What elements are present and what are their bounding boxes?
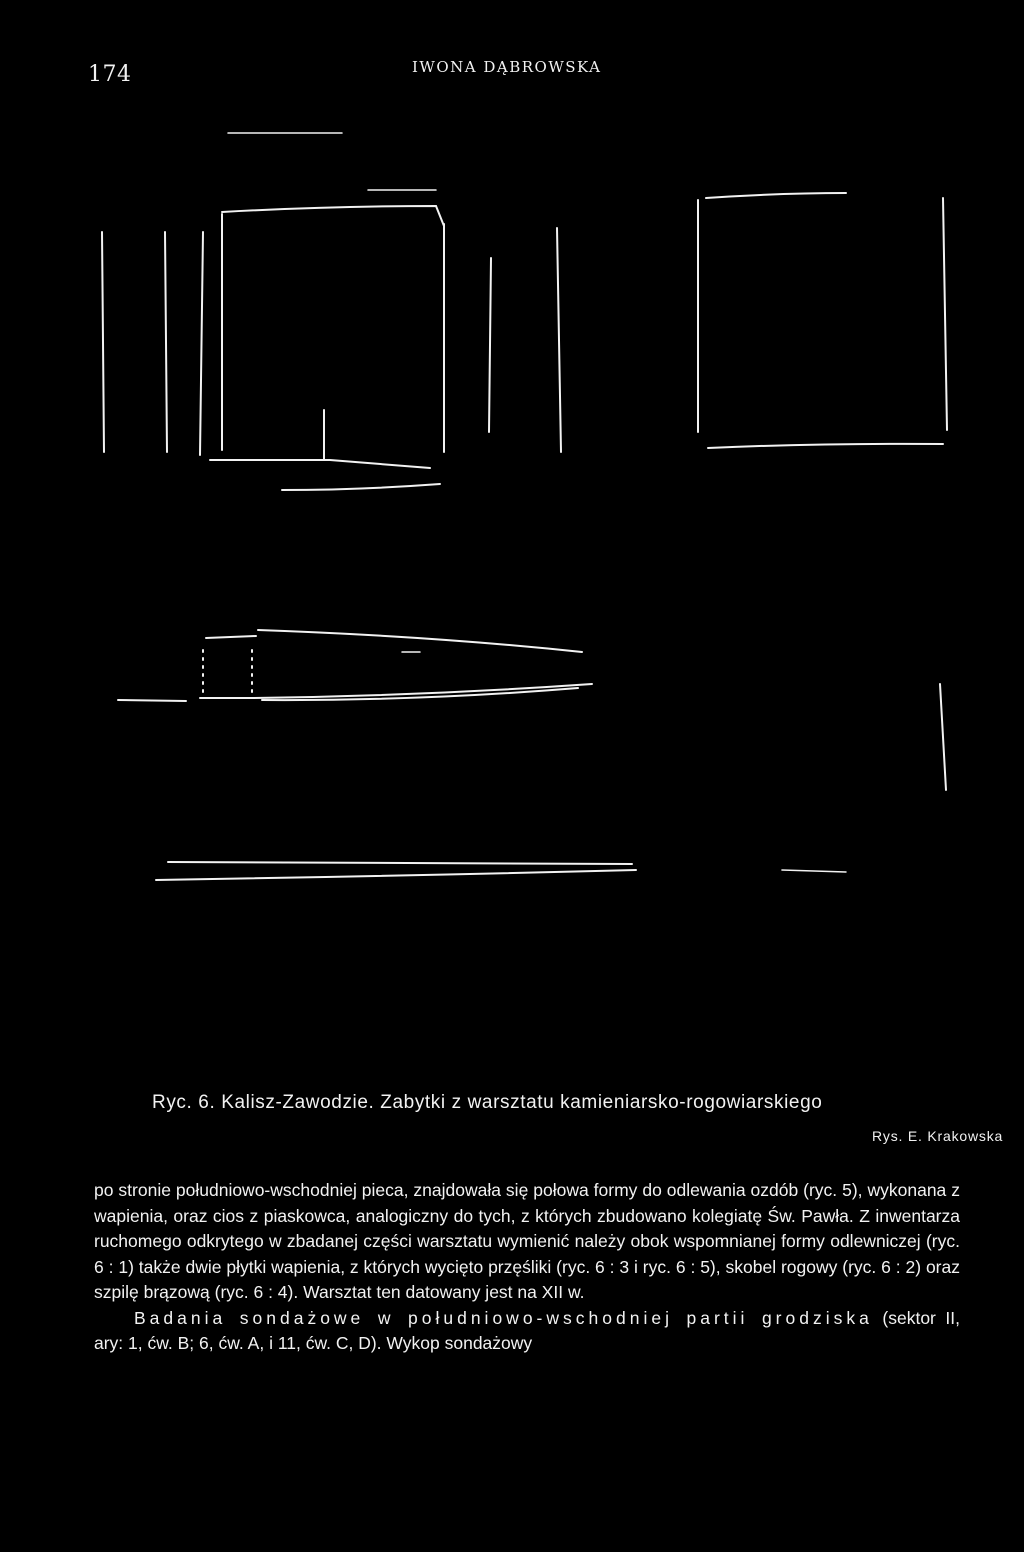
paragraph-1: po stronie południowo-wschodniej pieca, znajdowała się połowa formy do odlewania ozdób (ryc. 5), wykonana z wapienia, oraz cios z piaskowca, analogiczny do tych, z których zbudowano kolegiatę Św. Pawła. Z inwentarza ruchomego odkrytego w zbadanej części warsztatu wymienić należy obok wspomnianej formy odlewniczej (ryc. 6 : 1) także dwie płytki wapienia, z których wycięto przęśliki (ryc. 6 : 3 i ryc. 6 : 5), skobel rogowy (ryc. 6 : 2) oraz szpilę brązową (ryc. 6 : 4). Warsztat ten datowany jest na XII w.	[94, 1180, 960, 1302]
paragraph-2	[94, 1306, 960, 1357]
object-6-outline	[940, 684, 946, 790]
figure-credit: Rys. E. Krakowska	[872, 1128, 1004, 1144]
object-7-outline	[156, 862, 846, 880]
object-2-outline	[200, 190, 444, 490]
object-3-outline	[489, 228, 561, 452]
running-head: IWONA DĄBROWSKA	[412, 58, 602, 76]
figure-caption: Ryc. 6. Kalisz-Zawodzie. Zabytki z warsztatu kamieniarsko-rogowiarskiego	[152, 1092, 823, 1113]
object-4-outline	[698, 193, 947, 448]
body-text	[94, 1178, 960, 1357]
page-number: 174	[88, 62, 132, 87]
paragraph-2-spaced-lead: Badania sondażowe w południowo-wschodniej partii grodziska	[134, 1307, 873, 1328]
paragraph-2-rest: (sektor II, ary: 1, ćw. B; 6, ćw. A, i 11, ćw. C, D). Wykop sondażowy	[94, 1307, 961, 1353]
object-5-outline	[118, 630, 592, 701]
